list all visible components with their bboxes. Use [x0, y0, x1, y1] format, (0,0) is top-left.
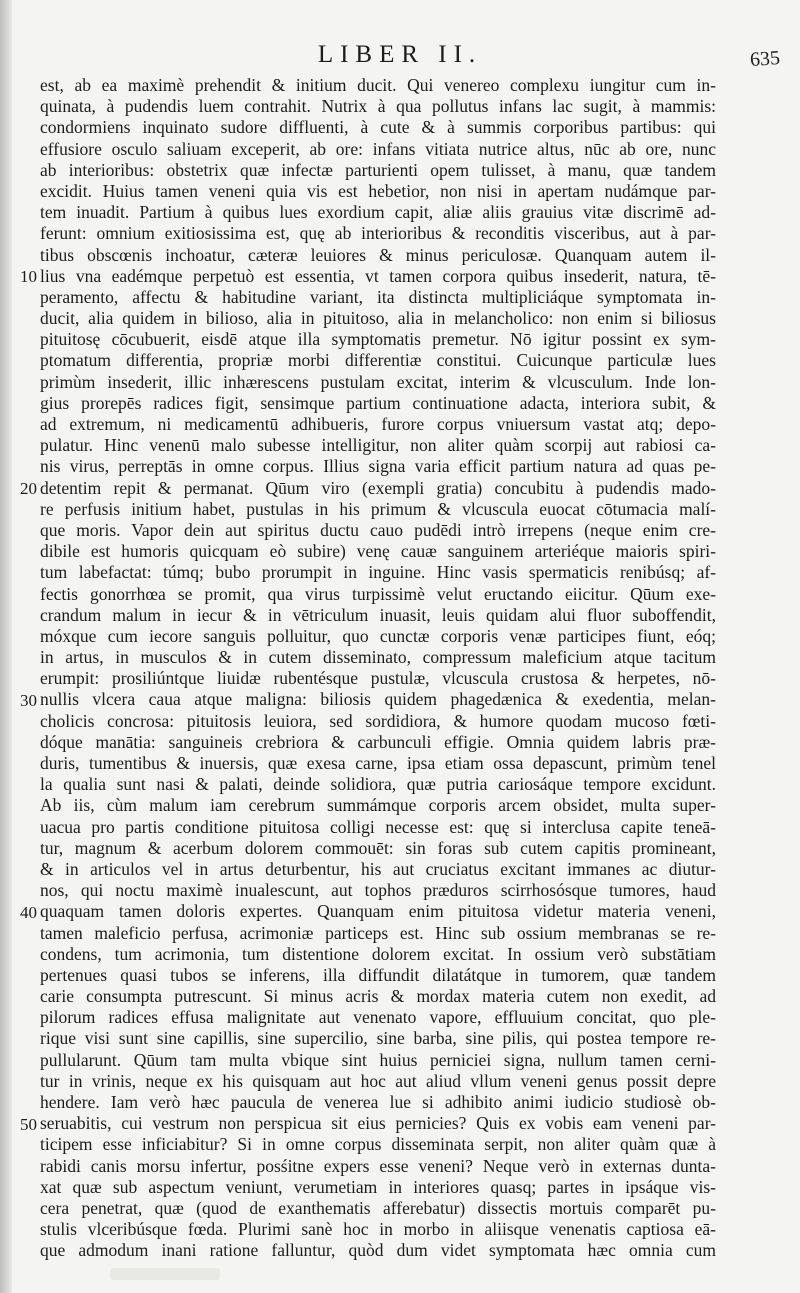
text-line: detentim repit & permanat. Qūum viro (exempli gratia) concubitu à pudendis mado-	[40, 477, 716, 498]
text-line: erumpit: prosiliúntque liuidæ rubentésque pustulæ, vlcuscula crustosa & herpetes, nō-	[40, 668, 716, 689]
text-line: stulis vlceribúsque fœda. Plurimi sanè hoc in morbo in aliisque venenatis captiosa eā-	[40, 1219, 716, 1240]
text-line: tamen maleficio perfusa, acrimoniæ particeps est. Hinc sub ossium membranas se re-	[40, 922, 716, 943]
text-line: primùm insederit, illic inhærescens pustulam excitat, interim & vlcusculum. Inde lon-	[40, 371, 716, 392]
page-edge-shadow	[0, 0, 12, 1293]
margin-line-number: 30	[20, 690, 37, 710]
text-line: ducit, alia quidem in bilioso, alia in pituitoso, alia in melancholico: non enim si biliosus	[40, 308, 716, 329]
text-line: crandum malum in iecur & in vētriculum inuasit, leuis quidam alui fluor suboffendit,	[40, 604, 716, 625]
text-line: que admodum inani ratione falluntur, quòd dum videt symptomata hæc omnia cum	[40, 1240, 716, 1261]
text-line: nullis vlcera caua atque maligna: biliosis quidem phagedænica & exedentia, melan-	[40, 689, 716, 710]
text-line: ticipem esse inficiabitur? Si in omne corpus disseminata serpit, non aliter quàm quæ à	[40, 1134, 716, 1155]
text-line: condormiens inquinato sudore diffluenti, à cute & à summis corporibus partibus: qui	[40, 117, 716, 138]
text-line: ferunt: omnium exitiosissima est, quę ab interioribus & reconditis visceribus, aut à par-	[40, 223, 716, 244]
text-line: est, ab ea maximè prehendit & initium ducit. Qui venereo complexu iungitur cum in-	[40, 75, 716, 95]
text-line: duris, tumentibus & inuersis, quæ exesa carne, ipsa etiam ossa depascunt, primùm tenel	[40, 753, 716, 773]
text-line: cholicis concrosa: pituitosis leuiora, sed sordidiora, & humore quodam mucoso fœti-	[40, 710, 716, 731]
margin-line-number: 10	[20, 266, 37, 286]
text-line: pituitosę cōcubuerit, eisdē atque illa symptomatis premetur. Nō igitur possint ex sym-	[40, 329, 716, 350]
text-line: seruabitis, cui vestrum non perspicua sit eius pernicies? Quis ex vobis eam veneni par-	[40, 1113, 716, 1134]
body-text	[40, 75, 716, 1262]
bleed-through-smudge	[110, 1268, 220, 1280]
text-line: quaquam tamen doloris expertes. Quanquam enim pituitosa videtur materia veneni,	[40, 901, 716, 922]
text-line: dibile est humoris quicquam eò subire) venę cauæ sanguinem arteriéque maioris spiri-	[40, 541, 716, 562]
text-line: condens, tum acrimonia, tum distentione dolorem excitat. In ossium verò substātiam	[40, 943, 716, 964]
text-line: que moris. Vapor dein aut spiritus ductu cauo pudēdi intrò irrepens (neque enim cre-	[40, 519, 716, 540]
text-line: peramento, affectu & habitudine variant, ita distincta multipliciáque symptomata in-	[40, 286, 716, 307]
text-line: pertenues quasi tubos se inferens, illa diffundit dilatátque in tumorem, quæ tandem	[40, 964, 716, 985]
text-line: Ab iis, cùm malum iam cerebrum summámque corporis arcem obsidet, multa super-	[40, 795, 716, 816]
text-line: gius prorepēs radices figit, sensimque partium continuatione adacta, interiora subit, &	[40, 392, 716, 413]
text-line: nos, qui noctu maximè inualescunt, aut tophos præduros scirrhosósque tumores, haud	[40, 880, 716, 901]
running-title: LIBER II.	[317, 41, 483, 68]
text-line: tem inuadit. Partium à quibus lues exordium capit, aliæ aliis grauius vitæ discrimē ad-	[40, 202, 716, 223]
text-line: fectis gonorrhœa se promit, qua virus turpissimè velut eructando eiicitur. Qūum exe-	[40, 583, 716, 604]
text-line: nis virus, perreptās in omne corpus. Illius signa varia efficit partium natura ad quas pe-	[40, 456, 716, 477]
text-line: pulatur. Hinc venenū malo subesse intelligitur, non aliter quàm scorpij aut rabiosi ca-	[40, 435, 716, 456]
text-line: pilorum radices effusa malignitate aut venenato vapore, effluuium concitat, quo ple-	[40, 1007, 716, 1028]
text-line: cera penetrat, quæ (quod de exanthematis afferebatur) dissectis mortuis comparēt pu-	[40, 1197, 716, 1218]
text-line: quinata, à pudendis luem contrahit. Nutrix à qua pollutus infans lac sugit, à mammis:	[40, 96, 716, 117]
text-line: uacua pro partis conditione pituitosa colligi necesse est: quę si interclusa capite teneā-	[40, 816, 716, 837]
text-line: re perfusis initium habet, pustulas in his primum & vlcuscula euocat cōtumacia malí-	[40, 498, 716, 519]
text-line: hendere. Iam verò hæc paucula de venerea lue si adhibito animi iudicio studiosè ob-	[40, 1092, 716, 1112]
text-line: ab interioribus: obstetrix quæ infectæ parturienti opem tulisset, à manu, quæ tandem	[40, 159, 716, 180]
text-line: rique visi sunt sine capillis, sine supercilio, sine barba, sine pilis, qui postea tempore re-	[40, 1028, 716, 1049]
margin-line-number: 50	[20, 1114, 37, 1134]
text-line: excidit. Huius tamen veneni quia vis est hebetior, non nisi in apertam nudámque par-	[40, 180, 716, 201]
text-line: & in articulos vel in artus deturbentur, his aut cruciatus excitant immanes ac diutur-	[40, 858, 716, 879]
text-line: ptomatum differentia, propriæ morbi differentiæ constitui. Cuicunque particulæ lues	[40, 350, 716, 371]
text-line: ad extremum, ni medicamentū adhibueris, furore corpus vniuersum vastat atq; depo-	[40, 414, 716, 434]
text-line: tum labefactat: túmq; bubo prorumpit in inguine. Hinc vasis spermaticis renibúsq; af-	[40, 562, 716, 583]
text-line: móxque cum iecore sanguis polluitur, quo cunctæ corporis venæ participes fiunt, eóq;	[40, 625, 716, 646]
text-line: tur in vrinis, neque ex his quisquam aut hoc aut aliud vllum veneni genus possit depre	[40, 1070, 716, 1091]
text-line: carie consumpta putrescunt. Si minus acris & mordax materia cutem non exedit, ad	[40, 986, 716, 1007]
text-line: la qualia sunt nasi & palati, deinde solidiora, quæ putria cariosáque tempore excidunt.	[40, 774, 716, 795]
text-line: xat quæ sub aspectum veniunt, verumetiam in interiores quasq; partes in ipsáque vis-	[40, 1176, 716, 1197]
text-line: tibus obscœnis inchoatur, cæteræ leuiores & minus periculosæ. Quanquam autem il-	[40, 244, 716, 265]
text-line: rabidi canis morsu infertur, posśitne expers esse veneni? Neque verò in externas dunta-	[40, 1155, 716, 1176]
text-line: pullularunt. Qūum tam multa vbique sint huius perniciei signa, nullum tamen cerni-	[40, 1049, 716, 1070]
margin-line-number: 20	[20, 478, 37, 498]
text-line: dóque manātia: sanguineis crebriora & carbunculi effigie. Omnia quidem labris præ-	[40, 731, 716, 752]
text-line: lius vna eadémque perpetuò est essentia, vt tamen corpora quibus insederit, natura, tē-	[40, 265, 716, 286]
text-line: in artus, in musculos & in cutem disseminato, compressum maleficium atque tacitum	[40, 647, 716, 668]
margin-line-number: 40	[20, 902, 37, 922]
text-line: tur, magnum & acerbum dolorem commouēt: sin foras sub cutem capitis promineant,	[40, 837, 716, 858]
page-number: 635	[749, 46, 781, 72]
page-header	[0, 38, 800, 72]
text-line: effusiore osculo saliuam exceperit, ab ore: infans vitiata nutrice altus, nūc ab ore, nunc	[40, 138, 716, 159]
